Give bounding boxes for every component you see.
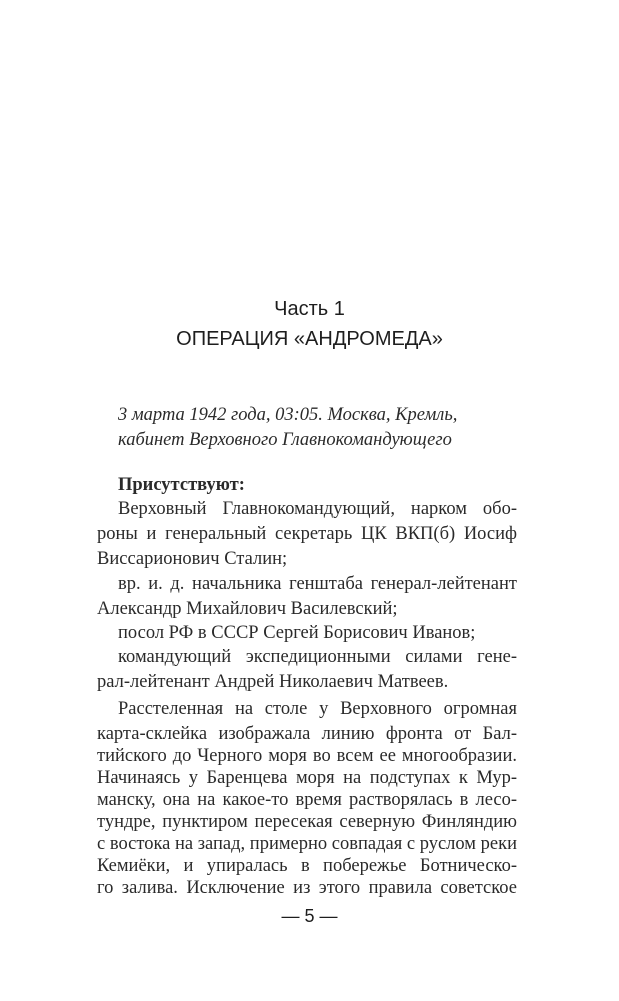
setting-line: кабинет Верховного Главнокомандующего	[118, 430, 452, 450]
attendees-heading: Присутствуют:	[118, 475, 245, 495]
paragraph-line: го залива. Исключение из этого правила советское	[97, 878, 517, 898]
attendee-line: вр. и. д. начальника генштаба генерал-лейтенант	[118, 574, 517, 594]
paragraph-line: Расстеленная на столе у Верховного огромная	[118, 699, 517, 719]
attendee-line: роны и генеральный секретарь ЦК ВКП(б) Иосиф	[97, 524, 517, 544]
paragraph-line: с востока на запад, примерно совпадая с руслом реки	[97, 834, 517, 854]
page-number: — 5 —	[281, 906, 338, 926]
part-label: Часть 1	[274, 298, 345, 320]
paragraph-line: карта-склейка изображала линию фронта от Бал-	[97, 724, 517, 744]
paragraph-line: тийского до Черного моря во всем ее многообразии.	[97, 746, 517, 766]
part-title: ОПЕРАЦИЯ «АНДРОМЕДА»	[176, 328, 443, 350]
paragraph-line: Начинаясь у Баренцева моря на подступах к Мур-	[97, 768, 517, 788]
attendee-line: рал-лейтенант Андрей Николаевич Матвеев.	[97, 672, 449, 692]
setting-line: 3 марта 1942 года, 03:05. Москва, Кремль,	[118, 405, 458, 425]
paragraph-line: манску, она на какое-то время растворялась в лесо-	[97, 790, 517, 810]
attendee-line: Александр Михайлович Василевский;	[97, 599, 398, 619]
attendee-line: Верховный Главнокомандующий, нарком обо-	[118, 499, 517, 519]
paragraph-line: Кемиёки, и упиралась в побережье Ботническо-	[97, 856, 517, 876]
attendee-line: командующий экспедиционными силами гене-	[118, 647, 517, 667]
attendee-line: Виссарионович Сталин;	[97, 549, 288, 569]
attendee-line: посол РФ в СССР Сергей Борисович Иванов;	[118, 623, 476, 643]
paragraph-line: тундре, пунктиром пересекая северную Финляндию	[97, 812, 517, 832]
